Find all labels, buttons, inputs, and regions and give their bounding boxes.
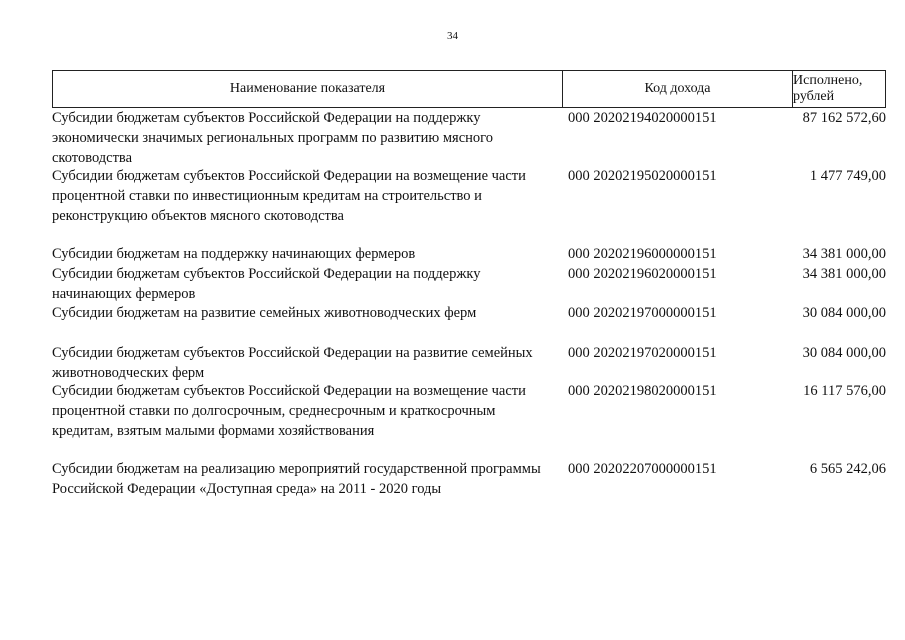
row-code: 000 20202195020000151	[568, 168, 717, 184]
row-code: 000 20202196020000151	[568, 266, 717, 282]
row-name: Субсидии бюджетам субъектов Российской Федерации на возмещение части процентной ставки по инвестиционным кредитам на строительство и реконструкцию объектов мясного скотоводства	[52, 168, 526, 224]
page-number: 34	[447, 30, 458, 42]
table-header	[52, 70, 886, 108]
row-name: Субсидии бюджетам на поддержку начинающих фермеров	[52, 246, 416, 262]
row-code: 000 20202207000000151	[568, 461, 717, 477]
row-name: Субсидии бюджетам субъектов Российской Федерации на поддержку экономически значимых региональных программ по развитию мясного скотоводства	[52, 110, 493, 166]
row-name: Субсидии бюджетам на реализацию мероприятий государственной программы Российской Федерации «Доступная среда» на 2011 - 2020 годы	[52, 461, 541, 497]
row-amount: 34 381 000,00	[802, 246, 886, 262]
row-amount: 87 162 572,60	[802, 110, 886, 126]
row-name: Субсидии бюджетам субъектов Российской Федерации на поддержку начинающих фермеров	[52, 266, 481, 302]
row-code: 000 20202198020000151	[568, 383, 717, 399]
row-code: 000 20202194020000151	[568, 110, 717, 126]
header-code: Код дохода	[563, 71, 793, 107]
row-amount: 6 565 242,06	[809, 461, 886, 477]
row-name: Субсидии бюджетам на развитие семейных животноводческих ферм	[52, 305, 477, 321]
header-name: Наименование показателя	[53, 71, 563, 107]
row-amount: 34 381 000,00	[802, 266, 886, 282]
row-amount: 16 117 576,00	[803, 383, 886, 399]
row-name: Субсидии бюджетам субъектов Российской Федерации на возмещение части процентной ставки по долгосрочным, среднесрочным и краткосрочным кредитам, взятым малыми формами хозяйствования	[52, 383, 526, 439]
header-amount: Исполнено, рублей	[793, 73, 863, 104]
row-code: 000 20202197020000151	[568, 345, 717, 361]
row-code: 000 20202197000000151	[568, 305, 717, 321]
row-code: 000 20202196000000151	[568, 246, 717, 262]
row-name: Субсидии бюджетам субъектов Российской Федерации на развитие семейных животноводческих ферм	[52, 345, 533, 381]
row-amount: 30 084 000,00	[802, 305, 886, 321]
row-amount: 1 477 749,00	[809, 168, 886, 184]
row-amount: 30 084 000,00	[802, 345, 886, 361]
